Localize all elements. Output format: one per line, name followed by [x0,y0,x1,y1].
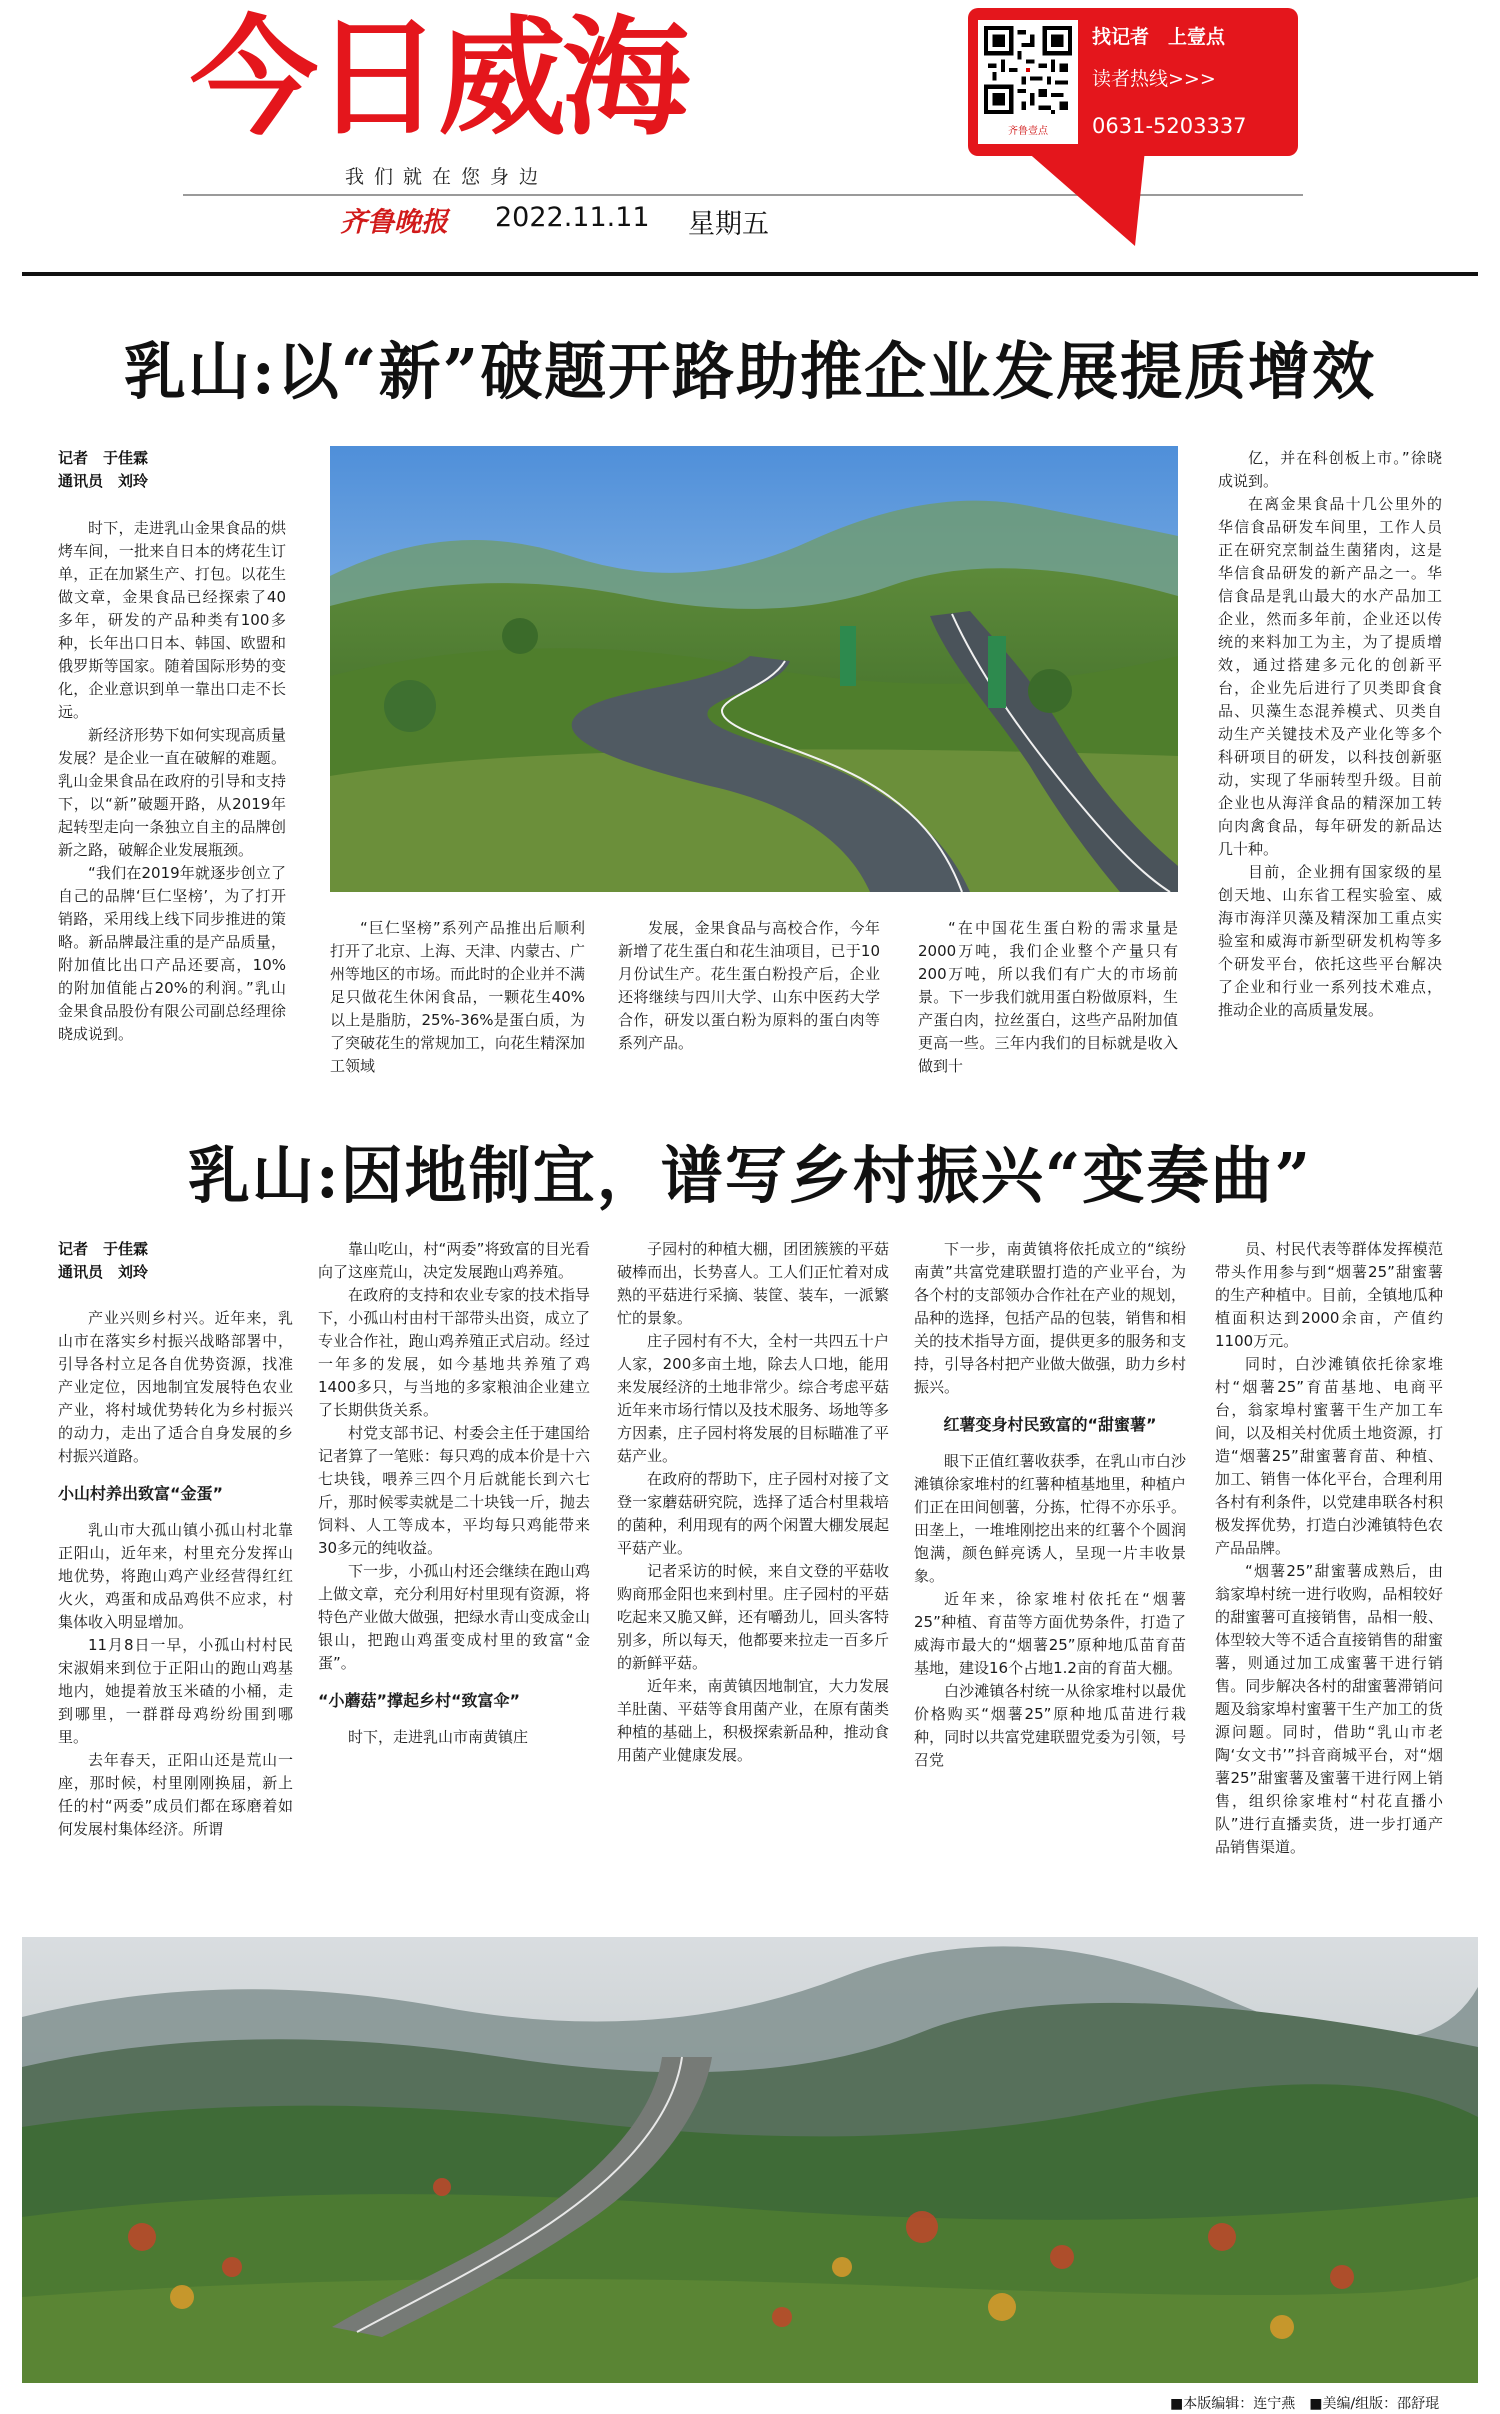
article2-subhead-1: 小山村养出致富“金蛋” [58,1484,224,1503]
column-paragraphs [318,1726,590,1749]
paragraph: 发展，金果食品与高校合作，今年新增了花生蛋白和花生油项目，已于10月份试生产。花生蛋白粉投产后，企业还将继续与四川大学、山东中医药大学合作，研发以蛋白粉为原料的蛋白肉等系列产品。 [618,919,880,1052]
column-paragraphs [618,917,880,1055]
paragraph: “我们在2019年就逐步创立了自己的品牌‘巨仁坚榜’，为了打开销路，采用线上线下同步推进的策略。新品牌最注重的是产品质量，附加值比出口产品还要高，10%的附加值能占20%的利润。”乳山金果食品股份有限公司副总经理徐晓成说到。 [58,864,286,1043]
paragraph: 在离金果食品十几公里外的华信食品研发车间里，工作人员正在研究烹制益生菌猪肉，这是华信食品研发的新产品之一。华信食品是乳山最大的水产品加工企业，然而多年前，企业还以传统的来料加工为主，为了提质增效，通过搭建多元化的创新平台，企业先后进行了贝类即食食品、贝藻生态混养模式、贝类自动生产关键技术及产业化等多个科研项目的研发，以科技创新驱动，实现了华丽转型升级。目前企业也从海洋食品的精深加工转向肉禽食品，每年研发的新品达几十种。 [1218,495,1442,858]
article1-byline [58,447,148,493]
byline-correspondent: 通讯员 刘玲 [58,472,149,490]
article2-column-4 [914,1238,1186,1919]
paragraph: 时下，走进乳山市南黄镇庄 [348,1728,529,1746]
column-paragraphs [1218,447,1442,1022]
newspaper-title: 今日威海 [190,4,687,153]
paragraph: 子园村的种植大棚，团团簇簇的平菇破棒而出，长势喜人。工人们正忙着对成熟的平菇进行采摘、装筐、装车，一派繁忙的景象。 [617,1240,889,1327]
paragraph: 员、村民代表等群体发挥模范带头作用参与到“烟薯25”甜蜜薯的生产种植中。目前，全镇地瓜种植面积达到2000余亩，产值约1100万元。 [1215,1240,1443,1350]
speech-bubble-tail [1025,150,1145,246]
paragraph: 在政府的支持和农业专家的技术指导下，小孤山村由村干部带头出资，成立了专业合作社，跑山鸡养殖正式启动。经过一年多的发展，如今基地共养殖了鸡1400多只，与当地的多家粮油企业建立了长期供货关系。 [318,1286,590,1419]
paragraph: 同时，白沙滩镇依托徐家堆村“烟薯25”育苗基地、电商平台，翁家埠村蜜薯干生产加工车间，以及相关村优质土地资源，打造“烟薯25”甜蜜薯育苗、种植、加工、销售一体化平台，合理利用各村有利条件，以党建串联各村积极发挥优势，打造白沙滩镇特色农产品品牌。 [1215,1355,1443,1557]
hotline-number[interactable]: 0631-5203337 [1092,114,1247,138]
article1-column-1 [58,517,286,1087]
column-paragraphs [58,1307,293,1468]
paragraph: 下一步，小孤山村还会继续在跑山鸡上做文章，充分利用好村里现有资源，将特色产业做大做强，把绿水青山变成金山银山，把跑山鸡蛋变成村里的致富“金蛋”。 [318,1562,590,1672]
publication-weekday: 星期五 [688,209,769,240]
paragraph: 下一步，南黄镇将依托成立的“缤纷南黄”共富党建联盟打造的产业平台，为各个村的支部领办合作社在产业的规划，品种的选择，包括产品的包装，销售和相关的技术指导方面，提供更多的服务和支持，引导各村把产业做大做强，助力乡村振兴。 [914,1240,1186,1396]
hotline-label: 读者热线>>> [1092,68,1216,90]
paragraph: 近年来，徐家堆村依托在“烟薯25”种植、育苗等方面优势条件，打造了威海市最大的“烟薯25”原种地瓜苗育苗基地，建设16个占地1.2亩的育苗大棚。 [914,1590,1186,1677]
article1-headline: 乳山:以“新”破题开路助推企业发展提质增效 [123,335,1377,408]
qr-caption: 齐鲁壹点 [1008,126,1048,137]
masthead-slogan: 我们就在您身边 [345,166,549,188]
paragraph: 目前，企业拥有国家级的星创天地、山东省工程实验室、威海市海洋贝藻及精深加工重点实验室和威海市新型研发机构等多个研发平台，依托这些平台解决了企业和行业一系列技术难点，推动企业的高质量发展。 [1218,863,1442,1019]
column-paragraphs [58,517,286,1046]
road-landscape-image [330,446,1178,892]
article1-column-5 [1218,447,1442,1093]
mountain-road-photo [330,446,1178,892]
article1-column-4 [918,917,1178,1093]
section-divider [22,272,1478,276]
column-paragraphs [918,917,1178,1078]
byline-reporter: 记者 于佳霖 [58,449,149,467]
article2-column-5 [1215,1238,1443,1919]
publication-date: 2022.11.11 [495,202,650,233]
brand-logo-text: 齐鲁晚报 [340,207,448,238]
paragraph: 11月8日一早，小孤山村村民宋淑娟来到位于正阳山的跑山鸡基地内，她提着放玉米碴的小桶，走到哪里，一群群母鸡纷纷围到哪里。 [58,1636,293,1746]
paragraph: 庄子园村有不大，全村一共四五十户人家，200多亩土地，除去人口地，能用来发展经济的土地非常少。综合考虑平菇近年来市场行情以及技术服务、场地等多方因素，庄子园村将发展的目标瞄准了平菇产业。 [617,1332,889,1465]
paragraph: 乳山市大孤山镇小孤山村北靠正阳山，近年来，村里充分发挥山地优势，将跑山鸡产业经营得红红火火，鸡蛋和成品鸡供不应求，村集体收入明显增加。 [58,1521,293,1631]
article2-column-2 [318,1238,590,1919]
paragraph: 靠山吃山，村“两委”将致富的目光看向了这座荒山，决定发展跑山鸡养殖。 [318,1240,590,1281]
paragraph: 时下，走进乳山金果食品的烘烤车间，一批来自日本的烤花生订单，正在加紧生产、打包。以花生做文章，金果食品已经探索了40多年，研发的产品种类有100多种，长年出口日本、韩国、欧盟和俄罗斯等国家。随着国际形势的变化，企业意识到单一靠出口走不长远。 [58,519,286,721]
qr-code-icon [984,26,1072,114]
paragraph: 白沙滩镇各村统一从徐家堆村以最优价格购买“烟薯25”原种地瓜苗进行栽种，同时以共富党建联盟党委为引领，号召党 [914,1682,1186,1769]
paragraph: 产业兴则乡村兴。近年来，乳山市在落实乡村振兴战略部署中，引导各村立足各自优势资源，找准产业定位，因地制宜发展特色农业产业，将村域优势转化为乡村振兴的动力，走出了适合自身发展的乡村振兴道路。 [58,1309,293,1465]
article1-column-2 [330,917,585,1093]
article2-column-3 [617,1238,889,1919]
article2-column-1 [58,1307,293,1919]
article2-byline [58,1238,148,1284]
article2-subhead-2: “小蘑菇”撑起乡村“致富伞” [318,1691,521,1710]
masthead [0,0,1500,270]
article2-subhead-3: 红薯变身村民致富的“甜蜜薯” [943,1415,1157,1434]
column-paragraphs [914,1450,1186,1772]
paragraph: 记者采访的时候，来自文登的平菇收购商邢金阳也来到村里。庄子园村的平菇吃起来又脆又鲜，还有嚼劲儿，回头客特别多，所以每天，他都要来拉走一百多斤的新鲜平菇。 [617,1562,889,1672]
column-paragraphs [318,1238,590,1675]
paragraph: “巨仁坚榜”系列产品推出后顺利打开了北京、上海、天津、内蒙古、广州等地区的市场。而此时的企业并不满足只做花生休闲食品，一颗花生40%以上是脂肪，25%-36%是蛋白质，为了突破花生的常规加工，向花生精深加工领域 [330,919,585,1075]
contact-slogan: 找记者 上壹点 [1092,26,1226,48]
article1-column-3 [618,917,880,1093]
byline-reporter: 记者 于佳霖 [58,1240,149,1258]
valley-landscape-image [22,1937,1478,2383]
paragraph: 村党支部书记、村委会主任于建国给记者算了一笔账：每只鸡的成本价是十六七块钱，喂养三四个月后就能长到六七斤，那时候零卖就是二十块钱一斤，抛去饲料、人工等成本，平均每只鸡能带来30多元的纯收益。 [318,1424,590,1557]
paragraph: 亿，并在科创板上市。”徐晓成说到。 [1218,449,1442,490]
byline-correspondent: 通讯员 刘玲 [58,1263,149,1281]
article2-headline: 乳山:因地制宜，谱写乡村振兴“变奏曲” [187,1139,1313,1212]
paragraph: 在政府的帮助下，庄子园村对接了文登一家蘑菇研究院，选择了适合村里栽培的菌种，利用现有的两个闲置大棚发展起平菇产业。 [617,1470,889,1557]
paragraph: 近年来，南黄镇因地制宜，大力发展羊肚菌、平菇等食用菌产业，在原有菌类种植的基础上，积极探索新品种，推动食用菌产业健康发展。 [617,1677,889,1764]
autumn-mountain-photo [22,1937,1478,2383]
column-paragraphs [914,1238,1186,1399]
paragraph: “在中国花生蛋白粉的需求量是2000万吨，我们企业整个产量只有200万吨，所以我们有广大的市场前景。下一步我们就用蛋白粉做原料，生产蛋白肉，拉丝蛋白，这些产品附加值更高一些。三年内我们的目标就是收入做到十 [918,919,1178,1075]
column-paragraphs [617,1238,889,1767]
qr-code[interactable] [978,20,1078,144]
paragraph: 新经济形势下如何实现高质量发展？是企业一直在破解的难题。乳山金果食品在政府的引导和支持下，以“新”破题开路，从2019年起转型走向一条独立自主的品牌创新之路，破解企业发展瓶颈。 [58,726,286,859]
reader-contact-box [968,8,1298,156]
paragraph: 眼下正值红薯收获季，在乳山市白沙滩镇徐家堆村的红薯种植基地里，种植户们正在田间刨薯，分拣，忙得不亦乐乎。田垄上，一堆堆刚挖出来的红薯个个圆润饱满，颜色鲜亮诱人，呈现一片丰收景象。 [914,1452,1186,1585]
column-paragraphs [1215,1238,1443,1859]
column-paragraphs [330,917,585,1078]
paragraph: 去年春天，正阳山还是荒山一座，那时候，村里刚刚换届，新上任的村“两委”成员们都在琢磨着如何发展村集体经济。所谓 [58,1751,293,1838]
column-paragraphs [58,1519,293,1841]
editor-credit: ■本版编辑：连宁燕 ■美编/组版：邵舒琨 [1170,2396,1440,2412]
paragraph: “烟薯25”甜蜜薯成熟后，由翁家埠村统一进行收购，品相较好的甜蜜薯可直接销售，品相一般、体型较大等不适合直接销售的甜蜜薯，则通过加工成蜜薯干进行销售。同步解决各村的甜蜜薯滞销问题及翁家埠村蜜薯干生产加工的货源问题。同时，借助“乳山市老陶‘女文书’”抖音商城平台，对“烟薯25”甜蜜薯及蜜薯干进行网上销售，组织徐家堆村“村花直播小队”进行直播卖货，进一步打通产品销售渠道。 [1215,1562,1443,1856]
